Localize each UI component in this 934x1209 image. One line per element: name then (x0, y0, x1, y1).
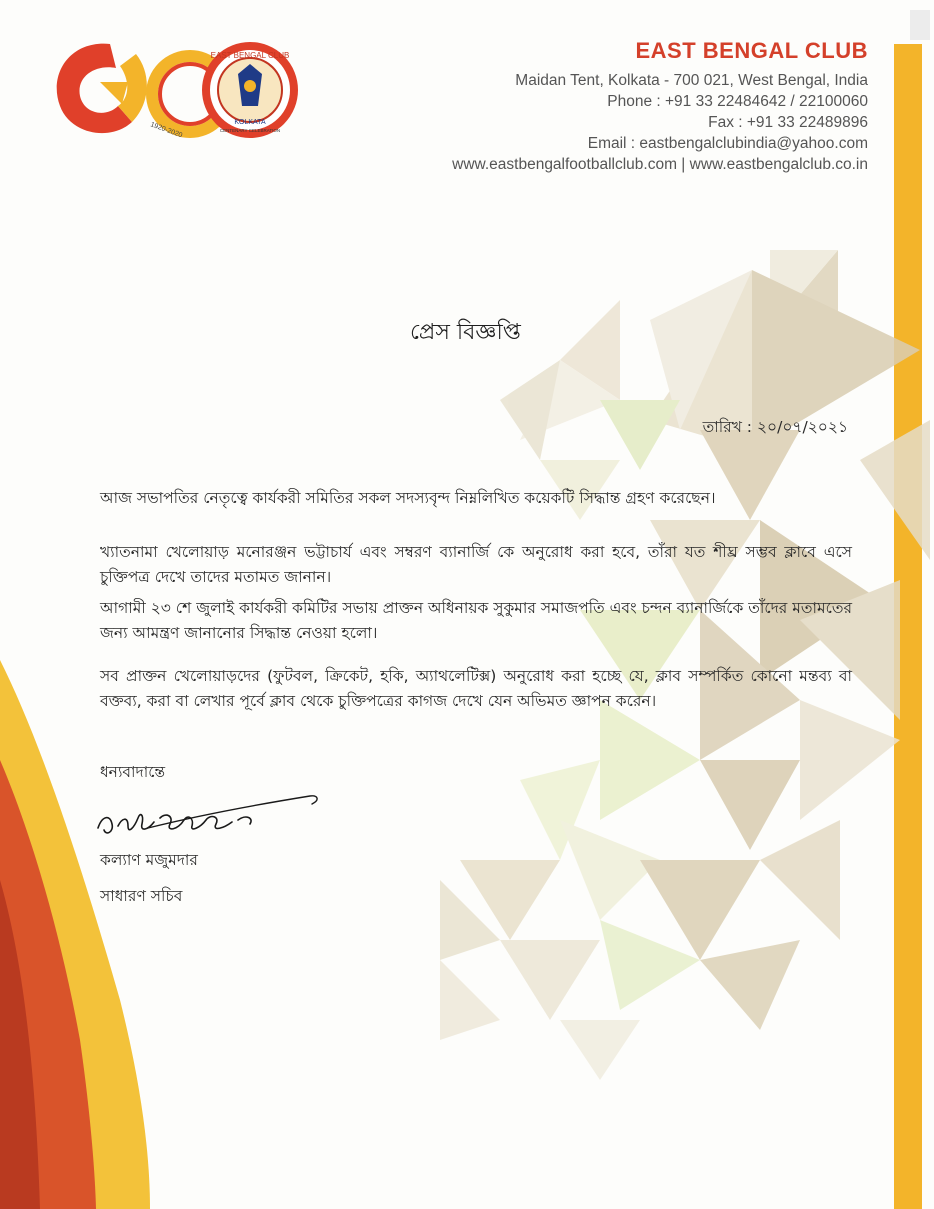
signer-name: কল্যাণ মজুমদার (100, 851, 198, 869)
paragraph-3: আগামী ২৩ শে জুলাই কার্যকরী কমিটির সভায় প্রাক্তন অধিনায়ক সুকুমার সমাজপতি এবং চন্দন ব্যানার্জিকে তাঁদের মতামতের জন্য আমন্ত্রণ জানানোর সিদ্ধান্ত নেওয়া হলো। (100, 599, 852, 642)
signer-designation: সাধারণ সচিব (100, 887, 183, 905)
club-name: EAST BENGAL CLUB (635, 38, 868, 63)
club-address: Maidan Tent, Kolkata - 700 021, West Bengal, India (515, 72, 868, 89)
club-email: Email : eastbengalclubindia@yahoo.com (587, 135, 868, 152)
logo-years-text: 1920-2020 (149, 121, 184, 140)
paragraph-1: আজ সভাপতির নেতৃত্বে কার্যকরী সমিতির সকল সদস্যবৃন্দ নিম্নলিখিত কয়েকটি সিদ্ধান্ত গ্রহণ করেছেন। (100, 489, 716, 507)
club-centenary-logo (40, 34, 310, 154)
closing-text: ধন্যবাদান্তে (100, 763, 166, 781)
logo-ring-bottom-text: KOLKATA (234, 119, 266, 126)
letterhead-header (452, 38, 868, 175)
club-fax: Fax : +91 33 22489896 (708, 114, 868, 131)
club-phone: Phone : +91 33 22484642 / 22100060 (607, 93, 868, 110)
paragraph-4: সব প্রাক্তন খেলোয়াড়দের (ফুটবল, ক্রিকেট, হকি, অ্যাথলেটিক্স) অনুরোধ করা হচ্ছে যে, ক্লাব সম্পর্কিত কোনো মন্তব্য বা বক্তব্য, করা বা লেখার পূর্বে ক্লাব থেকে চুক্তিপত্রের কাগজ দেখে যেন অভিমত জ্ঞাপন করেন। (100, 667, 852, 710)
club-websites: www.eastbengalfootballclub.com | www.eastbengalclub.co.in (452, 156, 868, 173)
press-release-title: প্রেস বিজ্ঞপ্তি (410, 320, 521, 345)
handwritten-signature (88, 788, 328, 850)
logo-ring-top-text: EAST BENGAL CLUB (210, 51, 290, 60)
logo-centenary-text: CENTENARY CELEBRATION (219, 128, 281, 133)
letter-date: তারিখ : ২০/০৭/২০২১ (702, 418, 848, 436)
paragraph-2: খ্যাতনামা খেলোয়াড় মনোরঞ্জন ভট্টাচার্য এবং সম্বরণ ব্যানার্জি কে অনুরোধ করা হবে, তাঁরা যত শীঘ্র সম্ভব ক্লাবে এসে চুক্তিপত্র দেখে তাদের মতামত জানান। (100, 543, 852, 586)
